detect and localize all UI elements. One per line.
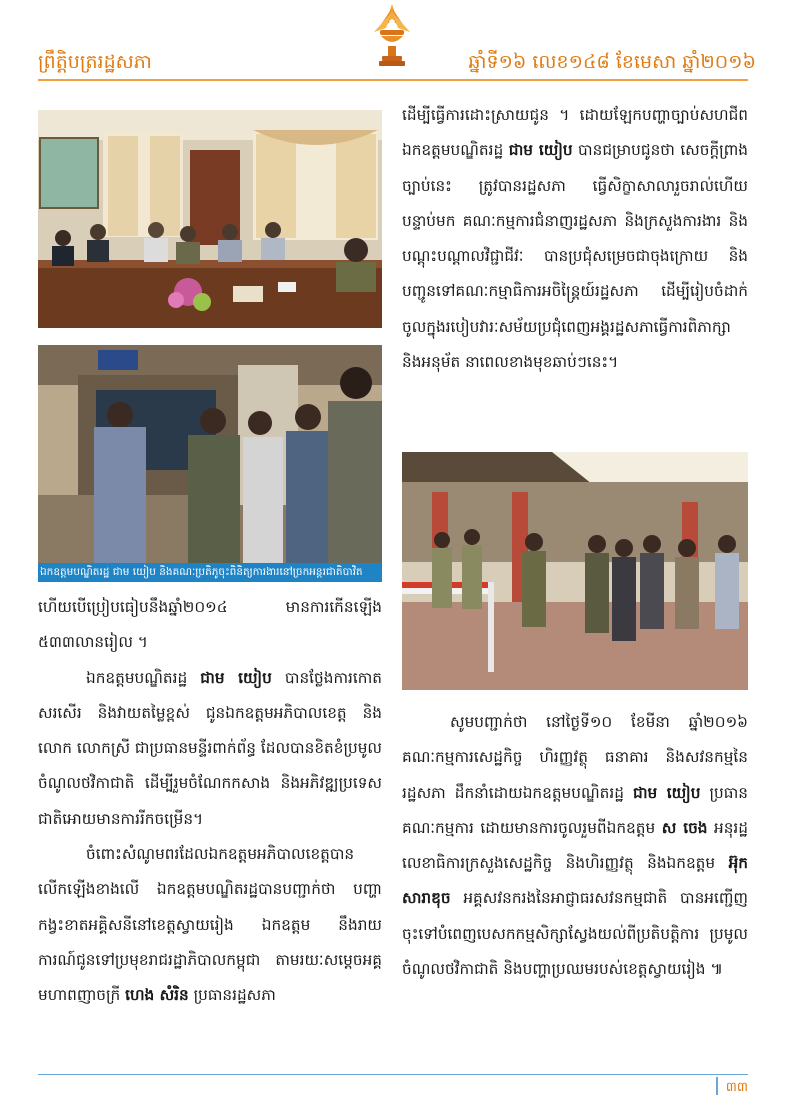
border-gate-photo (402, 452, 748, 690)
person-name: ជាម យៀប (508, 141, 573, 160)
person-name: ជាម យៀប (632, 783, 701, 802)
paragraph: ហើយបើប្រៀបធៀបនឹងឆ្នាំ២០១៤ មានការកើនឡើង ៥៣៣លានរៀល ។ (38, 598, 382, 652)
footer-divider (38, 1074, 748, 1075)
left-column-text (38, 590, 382, 1014)
publication-title: ព្រឹត្តិបត្ររដ្ឋសភា (38, 51, 152, 73)
paragraph: ដើម្បីធ្វើការដោះស្រាយជូន ។ ដោយឡែកបញ្ហាច្បាប់សហជីព ឯកឧត្តមបណ្ឌិតរដ្ឋ ជាម យៀប បានជម្រាបជូនថា សេចក្តីព្រាងច្បាប់នេះ ត្រូវបានរដ្ឋសភា ធ្វើសិក្ខាសាលារួចរាល់ហើយ បន្ទាប់មក គណៈកម្មការជំនាញរដ្ឋសភា និងក្រសួងការងារ និងបណ្តុះបណ្តាលវិជ្ជាជីវៈ បានប្រជុំសម្រេចជាចុងក្រោយ និងបញ្ជូនទៅគណៈកម្មាធិការអចិន្ត្រៃយ៍រដ្ឋសភា ដើម្បីរៀបចំដាក់ចូលក្នុងរបៀបវារៈសម័យប្រជុំពេញអង្គរដ្ឋសភាធ្វើការពិភាក្សា និងអនុម័ត នាពេលខាងមុខឆាប់ៗនេះ។ (402, 106, 749, 372)
parliament-emblem-icon (371, 2, 413, 68)
issue-info: ឆ្នាំទី១៦ លេខ១៤៨ ខែមេសា ឆ្នាំ២០១៦ (468, 51, 756, 73)
right-column-bottom-text (402, 705, 748, 987)
paragraph: សូមបញ្ជាក់ថា នៅថ្ងៃទី១០ ខែមីនា ឆ្នាំ២០១៦ គណៈកម្មការសេដ្ឋកិច្ច ហិរញ្ញវត្ថុ ធនាគារ និងសវនកម្មនៃរដ្ឋសភា ដឹកនាំដោយឯកឧត្តមបណ្ឌិតរដ្ឋ ជាម យៀប ប្រធានគណៈកម្មការ ដោយមានការចូលរួមពីឯកឧត្តម ស ចេង អនុរដ្ឋលេខាធិការក្រសួងសេដ្ឋកិច្ច និងហិរញ្ញវត្ថុ និងឯកឧត្តម អ៊ុក សារាឌុច អគ្គសវនករងនៃអាជ្ញាធរសវនកម្មជាតិ បានអញ្ជើញចុះទៅបំពេញបេសកកម្មសិក្សាស្វែងយល់ពីប្រតិបត្តិការ ប្រមូលចំណូលថវិកាជាតិ និងបញ្ហាប្រឈមរបស់ខេត្តស្វាយរៀង ៕ (402, 713, 748, 979)
inspection-counter-photo (38, 345, 382, 563)
person-name: អ៊ុក សារាឌុច (402, 854, 748, 908)
person-name: ហេង សំរិន (125, 986, 189, 1005)
page-number-marker (716, 1077, 718, 1095)
paragraph: ចំពោះសំណូមពរដែលឯកឧត្តមអភិបាលខេត្តបានលើកឡើងខាងលើ ឯកឧត្តមបណ្ឌិតរដ្ឋបានបញ្ជាក់ថា បញ្ហាកង្វះខាតអគ្គិសនីនៅខេត្តស្វាយរៀង ឯកឧត្តម នឹងរាយការណ៍ជូនទៅប្រមុខរាជរដ្ឋាភិបាលកម្ពុជា តាមរយៈសម្តេចអគ្គមហាពញាចក្រី ហេង សំរិន ប្រធានរដ្ឋសភា (38, 845, 382, 1005)
meeting-photo (38, 110, 382, 328)
photo-caption: ឯកឧត្តមបណ្ឌិតរដ្ឋ ជាម យៀប និងគណៈប្រតិភូចុះពិនិត្យការងារនៅច្រកអន្តរជាតិបាវិត (38, 563, 382, 582)
paragraph: ឯកឧត្តមបណ្ឌិតរដ្ឋ ជាម យៀប បានថ្លែងការកោតសរសើរ និងវាយតម្លៃខ្ពស់ ជូនឯកឧត្តមអភិបាលខេត្ត និងលោក លោកស្រី ជាប្រធានមន្ទីរពាក់ព័ន្ធ ដែលបានខិតខំប្រមូលចំណូលថវិកាជាតិ ដើម្បីរួមចំណែកកសាង និងអភិវឌ្ឍប្រទេសជាតិអោយមានការរីកចម្រើន។ (38, 668, 382, 828)
right-column-top-text (402, 98, 748, 380)
person-name: ជាម យៀប (200, 668, 272, 687)
person-name: ស ចេង (661, 818, 708, 837)
page-number: ៣៣ (725, 1080, 748, 1095)
header-divider (38, 79, 748, 81)
